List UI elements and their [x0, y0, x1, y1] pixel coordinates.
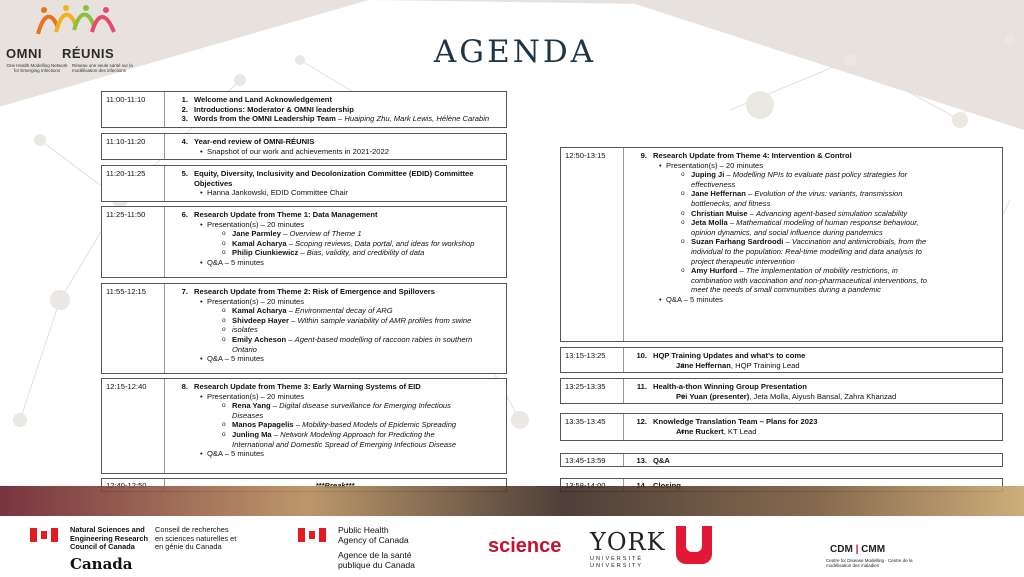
speaker-entry: o Amy Hurford – The implementation of mobility restrictions, in	[631, 266, 998, 276]
speaker-entry: o Shivdeep Hayer – Within sample variability of AMR profiles from swine	[172, 316, 502, 326]
speaker-entry: o Christian Muise – Advancing agent-based simulation scalability	[631, 209, 998, 219]
bullet-item: • Snapshot of our work and achievements in 2021-2022	[172, 147, 502, 157]
agenda-time: 11:00-11:10	[106, 95, 146, 104]
agenda-block-10: 13:15-13:25 10. HQP Training Updates and what’s to come o Jane Heffernan, HQP Training Lead	[560, 347, 1003, 373]
canada-flag-icon	[30, 528, 58, 542]
logo-subtitle-fr: Réseau une seule santé sur la modélisation des infections	[72, 63, 133, 73]
agenda-block-1: 11:00-11:10 1. Welcome and Land Acknowledgement 2. Introductions: Moderator & OMNI leadership 3. Words from the OMNI Leadership Team – Huaiping Zhu, Mark Lewis, Hélène Carabin	[101, 91, 507, 128]
agenda-block-12: 13:35-13:45 12. Knowledge Translation Team – Plans for 2023 o Arne Ruckert, KT Lead	[560, 413, 1003, 441]
speaker-entry: o Kamal Acharya – Environmental decay of ARG	[172, 306, 502, 316]
bullet-item: • Hanna Jankowski, EDID Committee Chair	[172, 188, 502, 198]
phac-name-en: Public Health Agency of Canada	[338, 525, 409, 545]
york-u-icon	[676, 526, 712, 564]
omni-figures-icon	[30, 4, 122, 44]
speaker-names: Huaiping Zhu, Mark Lewis, Hélène Carabin	[344, 114, 490, 124]
logo-omni-text: OMNI	[6, 46, 42, 61]
canada-wordmark: Canada	[70, 555, 133, 573]
agenda-block-5: 11:20-11:25 5. Equity, Diversity, Inclusivity and Decolonization Committee (EDID) Committee Objectives • Hanna Jankowski, EDID Committee Chair	[101, 165, 507, 202]
speaker-entry: o Suzan Farhang Sardroodi – Vaccination and antimicrobials, from the	[631, 237, 998, 247]
footer-photo-strip	[0, 486, 1024, 516]
speaker-entry: o Juping Ji – Modelling NPIs to evaluate past policy strategies for	[631, 170, 998, 180]
cdm-logo: CDM | CMM	[830, 544, 886, 555]
agenda-block-8: 12:15-12:40 8. Research Update from Theme 3: Early Warning Systems of EID • Presentation(s) – 20 minutes o Rena Yang – Digital disease surveillance for Emerging Infectious Diseases o Manos Papagelis – Mobility-based Models of Epidemic Spreading o Junling Ma – Network Modeling Approach for Predicting the International and Domestic Spread of Emerging Infectious Disease • Q&A – 5 minutes	[101, 378, 507, 474]
science-logo: science	[488, 535, 562, 557]
agenda-item-title: Welcome and Land Acknowledgement	[194, 95, 332, 104]
speaker-entry: o Manos Papagelis – Mobility-based Models of Epidemic Spreading	[172, 420, 502, 430]
speaker-entry: o Junling Ma – Network Modeling Approach for Predicting the	[172, 430, 502, 440]
agenda-item-title: Words from the OMNI Leadership Team	[194, 114, 336, 124]
logo-reunis-text: RÉUNIS	[62, 46, 115, 61]
speaker-entry: o Philip Ciunkiewicz – Bias, validity, and credibility of data	[172, 248, 502, 258]
page-title: AGENDA	[433, 34, 597, 70]
nserc-name-fr: Conseil de recherches en sciences naturelles et en génie du Canada	[155, 525, 237, 552]
agenda-block-7: 11:55-12:15 7. Research Update from Theme 2: Risk of Emergence and Spillovers • Presentation(s) – 20 minutes o Kamal Acharya – Environmental decay of ARG o Shivdeep Hayer – Within sample variability of AMR profiles from swine o isolates o Emily Acheson – Agent-based modelling of raccoon rabies in southern Ontario • Q&A – 5 minutes	[101, 283, 507, 374]
york-logo: YORK	[590, 528, 666, 556]
agenda-block-9: 12:50-13:15 9. Research Update from Theme 4: Intervention & Control • Presentation(s) – 20 minutes o Juping Ji – Modelling NPIs to evaluate past policy strategies for effectiveness o Jane Heffernan – Evolution of the virus: variants, transmission bottlenecks, and fitness o Christian Muise – Advancing agent-based simulation scalability o Jeta Molla – Mathematical modeling of human response behaviour, opinion dynamics, and social influence during pandemics o Suzan Farhang Sardroodi – Vaccination and antimicrobials, from the individual to the population: Real-time modelling and data analysis to project therapeutic intervention o Amy Hurford – The implementation of mobility restrictions, in combination with vaccination and non-pharmaceutical interventions, to meet the needs of small communities during a pandemic • Q&A – 5 minutes	[560, 147, 1003, 342]
cdm-subtitle: Centre for Disease Modelling · Centre de la modélisation des maladies	[826, 558, 913, 568]
speaker-entry: o Rena Yang – Digital disease surveillance for Emerging Infectious	[172, 401, 502, 411]
agenda-block-6: 11:25-11:50 6. Research Update from Theme 1: Data Management • Presentation(s) – 20 minutes o Jane Parmley – Overview of Theme 1 o Kamal Acharya – Scoping reviews, Data portal, and ideas for workshop o Philip Ciunkiewicz – Bias, validity, and credibility of data • Q&A – 5 minutes	[101, 206, 507, 278]
logo-subtitle-en: One Health Modelling Network for Emerging Infections	[6, 63, 68, 73]
phac-name-fr: Agence de la santé publique du Canada	[338, 550, 415, 570]
sponsor-footer	[0, 516, 1024, 577]
agenda-block-11: 13:25-13:35 11. Health-a-thon Winning Group Presentation o Pei Yuan (presenter), Jeta Molla, Aiyush Bansal, Zahra Khanzad	[560, 378, 1003, 404]
speaker-entry: o Emily Acheson – Agent-based modelling of raccoon rabies in southern	[172, 335, 502, 345]
omni-reunis-logo	[6, 4, 146, 80]
york-subtitle: UNIVERSITÉ UNIVERSITY	[590, 556, 644, 569]
speaker-entry: o Kamal Acharya – Scoping reviews, Data portal, and ideas for workshop	[172, 239, 502, 249]
agenda-item-title: Introductions: Moderator & OMNI leadership	[194, 104, 354, 114]
agenda-block-13: 13:45-13:59 13. Q&A	[560, 453, 1003, 467]
speaker-entry: o Jeta Molla – Mathematical modeling of human response behaviour,	[631, 218, 998, 228]
agenda-block-4: 11:10-11:20 4. Year-end review of OMNI-RÉUNIS • Snapshot of our work and achievements in 2021-2022	[101, 133, 507, 160]
canada-flag-icon	[298, 528, 326, 542]
nserc-name-en: Natural Sciences and Engineering Research Council of Canada	[70, 525, 149, 552]
speaker-entry: o Jane Parmley – Overview of Theme 1	[172, 229, 502, 239]
speaker-entry: o Jane Heffernan – Evolution of the virus: variants, transmission	[631, 189, 998, 199]
